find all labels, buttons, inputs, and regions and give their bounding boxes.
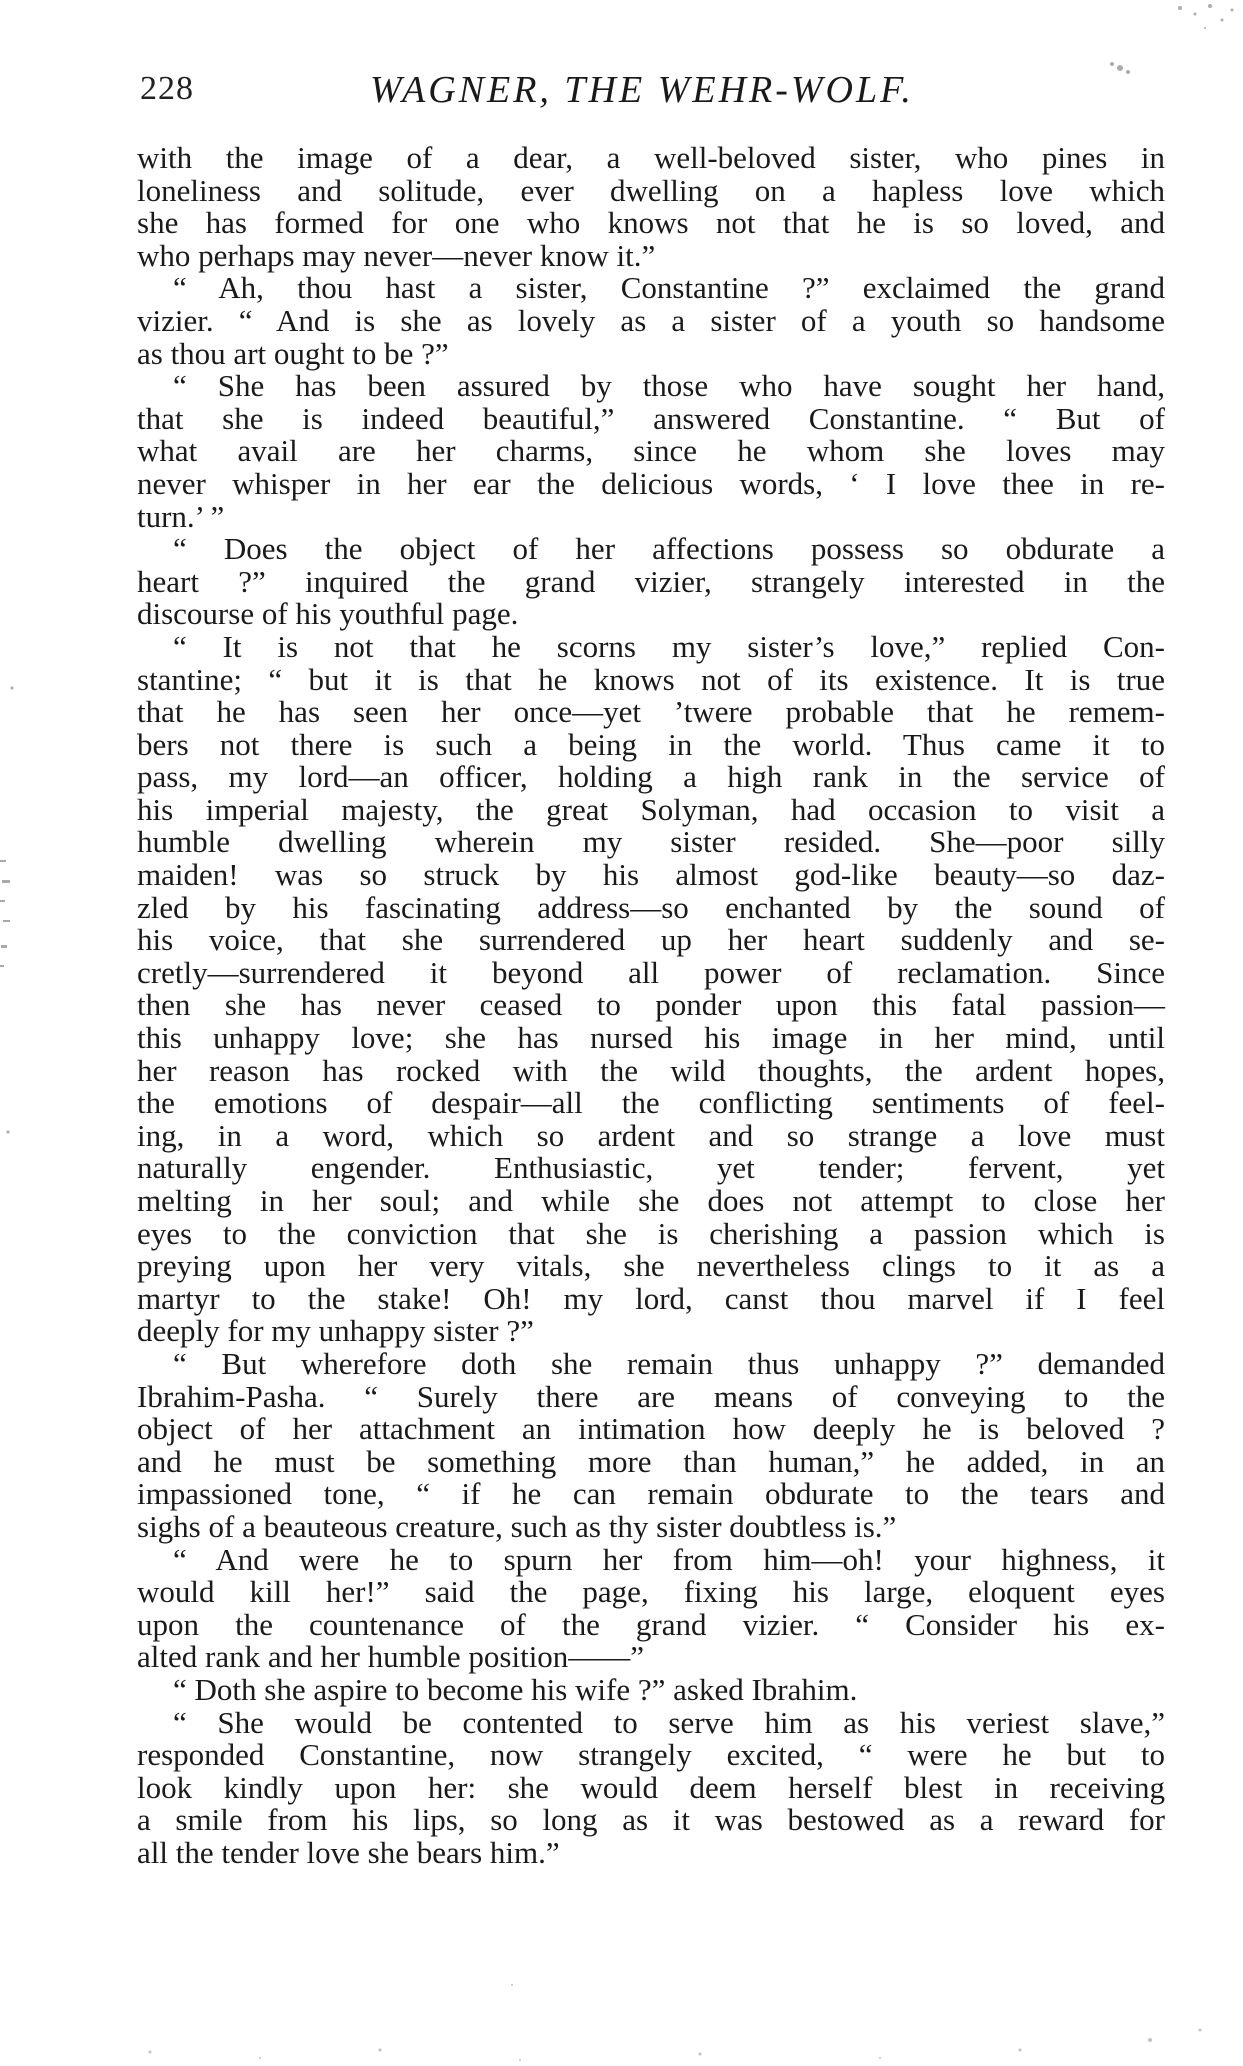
text-line: impassioned tone, “ if he can remain obdurate to the tears and <box>137 1476 1165 1512</box>
text-line: who perhaps may never—never know it.” <box>137 237 656 273</box>
text-line: his imperial majesty, the great Solyman, had occasion to visit a <box>137 791 1165 827</box>
page-number: 228 <box>140 70 194 107</box>
text-line: this unhappy love; she has nursed his image in her mind, until <box>137 1020 1165 1056</box>
text-line: heart ?” inquired the grand vizier, strangely interested in the <box>137 563 1165 599</box>
text-line: maiden! was so struck by his almost god-like beauty—so daz- <box>137 857 1165 893</box>
text-line: sighs of a beauteous creature, such as thy sister doubtless is.” <box>137 1508 897 1544</box>
text-line: “ It is not that he scorns my sister’s love,” replied Con- <box>173 628 1165 664</box>
text-line: “ Does the object of her affections possess so obdurate a <box>173 531 1165 567</box>
text-line: loneliness and solitude, ever dwelling on a hapless love which <box>137 172 1165 208</box>
text-line: and he must be something more than human,” he added, in an <box>137 1443 1165 1479</box>
text-line: all the tender love she bears him.” <box>137 1834 560 1870</box>
text-line: humble dwelling wherein my sister resided. She—poor silly <box>137 824 1165 860</box>
text-line: vizier. “ And is she as lovely as a sister of a youth so handsome <box>137 302 1165 338</box>
text-line: “ She has been assured by those who have sought her hand, <box>173 368 1165 404</box>
text-line: that she is indeed beautiful,” answered Constantine. “ But of <box>137 400 1165 436</box>
text-line: martyr to the stake! Oh! my lord, canst thou marvel if I feel <box>137 1280 1165 1316</box>
text-line: “ And were he to spurn her from him—oh! your highness, it <box>173 1541 1165 1577</box>
text-line: “ She would be contented to serve him as his veriest slave,” <box>173 1704 1165 1740</box>
text-line: preying upon her very vitals, she nevertheless clings to it as a <box>137 1248 1165 1284</box>
text-line: eyes to the conviction that she is cherishing a passion which is <box>137 1215 1165 1251</box>
text-line: her reason has rocked with the wild thoughts, the ardent hopes, <box>137 1052 1165 1088</box>
text-line: then she has never ceased to ponder upon this fatal passion— <box>137 987 1165 1023</box>
page-header <box>140 64 1165 114</box>
text-line: melting in her soul; and while she does not attempt to close her <box>137 1183 1165 1218</box>
text-line: ing, in a word, which so ardent and so strange a love must <box>137 1117 1165 1153</box>
text-line: would kill her!” said the page, fixing his large, eloquent eyes <box>137 1574 1165 1610</box>
text-line: object of her attachment an intimation how deeply he is beloved ? <box>137 1411 1165 1447</box>
edge-noise-bottom <box>149 1984 1202 2061</box>
text-line: “ Doth she aspire to become his wife ?” asked Ibrahim. <box>173 1671 858 1707</box>
text-line: his voice, that she surrendered up her heart suddenly and se- <box>137 922 1165 958</box>
text-line: discourse of his youthful page. <box>137 596 519 632</box>
text-line: turn.’ ” <box>137 498 225 534</box>
text-line: alted rank and her humble position——” <box>137 1639 645 1675</box>
text-line: pass, my lord—an officer, holding a high rank in the service of <box>137 759 1165 795</box>
text-line: look kindly upon her: she would deem herself blest in receiving <box>137 1769 1165 1805</box>
text-line: “ But wherefore doth she remain thus unhappy ?” demanded <box>173 1345 1165 1381</box>
text-line: that he has seen her once—yet ’twere probable that he remem- <box>137 694 1165 730</box>
text-line: she has formed for one who knows not that he is so loved, and <box>137 205 1165 241</box>
text-line: as thou art ought to be ?” <box>137 335 449 371</box>
text-line: stantine; “ but it is that he knows not of its existence. It is true <box>137 661 1165 697</box>
text-line: bers not there is such a being in the world. Thus came it to <box>137 726 1165 762</box>
text-line: never whisper in her ear the delicious words, ‘ I love thee in re- <box>137 465 1165 501</box>
text-line: deeply for my unhappy sister ?” <box>137 1313 534 1349</box>
body-text <box>137 142 1165 1869</box>
text-line: naturally engender. Enthusiastic, yet tender; fervent, yet <box>137 1150 1165 1186</box>
text-line: with the image of a dear, a well-beloved sister, who pines in <box>137 140 1165 175</box>
text-line: what avail are her charms, since he whom she loves may <box>137 433 1165 469</box>
text-line: upon the countenance of the grand vizier. “ Consider his ex- <box>137 1606 1165 1642</box>
text-line: Ibrahim-Pasha. “ Surely there are means of conveying to the <box>137 1378 1165 1414</box>
text-line: the emotions of despair—all the conflicting sentiments of feel- <box>137 1085 1165 1121</box>
text-line: zled by his fascinating address—so enchanted by the sound of <box>137 889 1165 925</box>
running-title: WAGNER, THE WEHR-WOLF. <box>370 69 914 111</box>
text-line: cretly—surrendered it beyond all power of reclamation. Since <box>137 954 1165 990</box>
edge-noise-left <box>0 687 14 1134</box>
text-line: a smile from his lips, so long as it was bestowed as a reward for <box>137 1802 1165 1838</box>
text-line: “ Ah, thou hast a sister, Constantine ?” exclaimed the grand <box>173 270 1165 306</box>
text-line: responded Constantine, now strangely excited, “ were he but to <box>137 1737 1165 1773</box>
